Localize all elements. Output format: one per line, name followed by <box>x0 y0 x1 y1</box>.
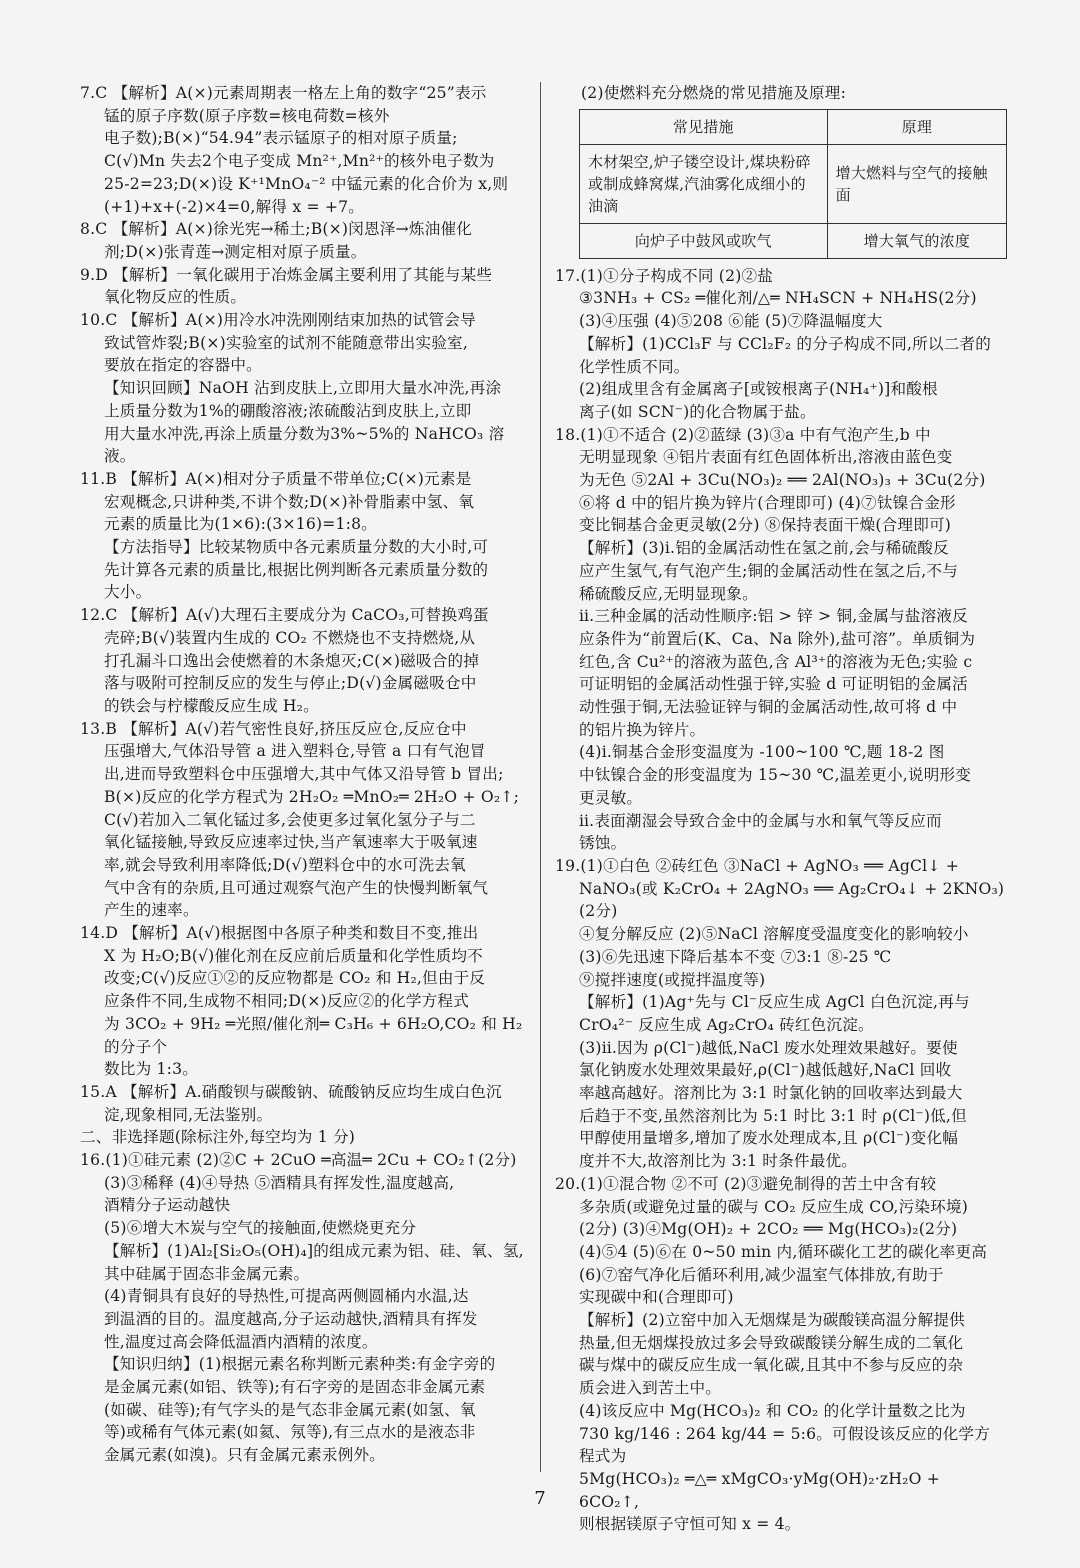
text-line: 宏观概念,只讲种类,不讲个数;D(×)补骨脂素中氢、氧 <box>104 492 475 511</box>
text-line: 要放在指定的容器中。 <box>104 356 262 375</box>
text-line: 甲醇使用量增多,增加了废水处理成本,且 ρ(Cl⁻)变化幅 <box>579 1129 959 1148</box>
text-line: 锰的原子序数(原子序数=核电荷数=核外 <box>104 106 390 125</box>
text-line: 到温酒的目的。温度越高,分子运动越快,酒精具有挥发 <box>104 1309 478 1328</box>
text-line: 730 kg/146 : 264 kg/44 = 5:6。可假设该反应的化学方程式为 <box>579 1424 990 1466</box>
table-cell: 增大氧气的浓度 <box>827 223 1006 258</box>
section-heading: 二、非选择题(除标注外,每空均为 1 分) <box>80 1128 356 1147</box>
text-line: 5Mg(HCO₃)₂ ═△═ xMgCO₃·yMg(OH)₂·zH₂O + 6CO₂↑, <box>579 1469 940 1511</box>
table-header-cell: 原理 <box>827 109 1006 144</box>
text-line: 【解析】(1)Al₂[Si₂O₅(OH)₄]的组成元素为铝、硅、氧、氢, <box>104 1241 524 1260</box>
text-line: 碳与煤中的碳反应生成一氧化碳,且其中不参与反应的杂 <box>579 1356 964 1375</box>
text-line: 16.(1)①硅元素 (2)②C + 2CuO ═高温═ 2Cu + CO₂↑(2分) <box>80 1151 517 1170</box>
text-line: 15.A 【解析】A.硝酸钡与碳酸钠、硫酸钠反应均生成白色沉 <box>80 1082 502 1101</box>
text-line: 可证明铝的金属活动性强于锌,实验 d 可证明铝的金属活 <box>579 675 968 694</box>
text-line: 【知识归纳】(1)根据元素名称判断元素种类:有金字旁的 <box>104 1355 496 1374</box>
right-column <box>555 82 1005 1536</box>
text-line: (3)ⅱ.因为 ρ(Cl⁻)越低,NaCl 废水处理效果越好。要使 <box>579 1038 958 1057</box>
measures-table <box>579 109 1007 259</box>
table-caption: (2)使燃料充分燃烧的常见措施及原理: <box>581 84 847 102</box>
text-line: 无明显现象 ④铝片表面有红色固体析出,溶液由蓝色变 <box>579 448 953 467</box>
text-line: 8.C 【解析】A(×)徐光宪→稀土;B(×)闵恩泽→炼油催化 <box>80 220 473 239</box>
text-line: (+1)+x+(-2)×4=0,解得 x = +7。 <box>104 197 365 216</box>
text-line: CrO₄²⁻ 反应生成 Ag₂CrO₄ 砖红色沉淀。 <box>579 1015 874 1034</box>
text-line: 的铁会与柠檬酸反应生成 H₂。 <box>104 696 319 715</box>
text-line: 率越高越好。溶剂比为 3:1 时氯化钠的回收率达到最大 <box>579 1084 963 1103</box>
text-line: (2)组成里含有金属离子[或铵根离子(NH₄⁺)]和酸根 <box>579 380 938 399</box>
page-number: 7 <box>534 1488 546 1509</box>
text-line: 【解析】(1)Ag⁺先与 Cl⁻反应生成 AgCl 白色沉淀,再与 <box>579 993 970 1012</box>
text-line: 等)或稀有气体元素(如氦、氖等),有三点水的是液态非 <box>104 1423 476 1442</box>
text-line: 的铝片换为锌片。 <box>579 720 706 739</box>
text-line: 变比铜基合金更灵敏(2分) ⑧保持表面干燥(合理即可) <box>579 516 952 535</box>
text-line: 【解析】(3)ⅰ.铝的金属活动性在氢之前,会与稀硫酸反 <box>579 539 949 558</box>
text-line: 11.B 【解析】A(×)相对分子质量不带单位;C(×)元素是 <box>80 469 472 488</box>
text-line: ⑨搅拌速度(或搅拌温度等) <box>579 970 766 989</box>
text-line: 改变;C(√)反应①②的反应物都是 CO₂ 和 H₂,但由于反 <box>104 969 486 988</box>
text-line: 其中硅属于固态非金属元素。 <box>104 1264 310 1283</box>
text-line: 14.D 【解析】A(√)根据图中各原子种类和数目不变,推出 <box>80 924 479 943</box>
text-line: 中钛镍合金的形变温度为 15~30 ℃,温差更小,说明形变 <box>579 766 972 785</box>
text-line: 数比为 1:3。 <box>104 1060 199 1079</box>
text-line: 18.(1)①不适合 (2)②蓝绿 (3)③a 中有气泡产生,b 中 <box>555 425 931 444</box>
table-row <box>580 223 1007 258</box>
text-line: 多杂质(或避免过量的碳与 CO₂ 反应生成 CO,污染环境) <box>579 1197 969 1216</box>
text-line: 氧化物反应的性质。 <box>104 288 247 307</box>
right-column-text <box>555 265 1005 1536</box>
text-line: 25-2=23;D(×)设 K⁺¹MnO₄⁻² 中锰元素的化合价为 x,则 <box>104 174 509 193</box>
text-line: 动性强于铜,无法验证锌与铜的金属活动性,故可将 d 中 <box>579 698 958 717</box>
text-line: C(√)若加入二氧化锰过多,会使更多过氧化氢分子与二 <box>104 810 476 829</box>
text-line: 性,温度过高会降低温酒内酒精的浓度。 <box>104 1332 378 1351</box>
table-cell: 木材架空,炉子镂空设计,煤块粉碎或制成蜂窝煤,汽油雾化成细小的油滴 <box>580 144 828 223</box>
column-divider <box>540 82 541 1472</box>
text-line: (6)⑦窑气净化后循环利用,减少温室气体排放,有助于 <box>579 1265 944 1284</box>
text-line: (5)⑥增大木炭与空气的接触面,使燃烧更充分 <box>104 1219 417 1238</box>
text-line: 上质量分数为1%的硼酸溶液;浓硫酸沾到皮肤上,立即 <box>104 401 472 420</box>
text-line: (4)⑤4 (5)⑥在 0~50 min 内,循环碳化工艺的碳化率更高 <box>579 1242 988 1261</box>
table-cell: 增大燃料与空气的接触面 <box>827 144 1006 223</box>
text-line: ⅱ.表面潮湿会导致合金中的金属与水和氧气等反应而 <box>579 811 942 830</box>
text-line: (3)④压强 (4)⑤208 ⑥能 (5)⑦降温幅度大 <box>579 312 883 331</box>
table-header-cell: 常见措施 <box>580 109 828 144</box>
text-line: (如碳、硅等);有气字头的是气态非金属元素(如氢、氧 <box>104 1400 476 1419</box>
text-line: 应条件为“前置后(K、Ca、Na 除外),盐可溶”。单质铜为 <box>579 629 976 648</box>
text-line: 后趋于不变,虽然溶剂比为 5:1 时比 3:1 时 ρ(Cl⁻)低,但 <box>579 1106 967 1125</box>
text-line: 酒精分子运动越快 <box>104 1196 231 1215</box>
text-line: 用大量水冲洗,再涂上质量分数为3%~5%的 NaHCO₃ 溶液。 <box>104 424 505 466</box>
text-line: (4)青铜具有良好的导热性,可提高两侧圆桶内水温,达 <box>104 1287 469 1306</box>
text-line: 应条件不同,生成物不相同;D(×)反应②的化学方程式 <box>104 992 470 1011</box>
table-cell: 向炉子中鼓风或吹气 <box>580 223 828 258</box>
text-line: (3)③稀释 (4)④导热 ⑤酒精具有挥发性,温度越高, <box>104 1173 455 1192</box>
text-line: (4)该反应中 Mg(HCO₃)₂ 和 CO₂ 的化学计量数之比为 <box>579 1401 966 1420</box>
text-line: 实现碳中和(合理即可) <box>579 1288 734 1307</box>
text-line: ⑥将 d 中的铝片换为锌片(合理即可) (4)⑦钛镍合金形 <box>579 493 956 512</box>
text-line: 是金属元素(如铝、铁等);有石字旁的是固态非金属元素 <box>104 1378 486 1397</box>
text-line: 淀,现象相同,无法鉴别。 <box>104 1105 273 1124</box>
table-header-row <box>580 109 1007 144</box>
text-line: 为 3CO₂ + 9H₂ ═光照/催化剂═ C₃H₆ + 6H₂O,CO₂ 和 H₂ 的分子个 <box>104 1014 523 1056</box>
text-line: 【知识回顾】NaOH 沾到皮肤上,立即用大量水冲洗,再涂 <box>104 379 502 398</box>
text-line: 压强增大,气体沿导管 a 进入塑料仓,导管 a 口有气泡冒 <box>104 742 486 761</box>
text-line: NaNO₃(或 K₂CrO₄ + 2AgNO₃ ══ Ag₂CrO₄↓ + 2KNO₃)(2分) <box>579 879 1005 921</box>
text-line: (3)⑥先迅速下降后基本不变 ⑦3:1 ⑧-25 ℃ <box>579 947 892 966</box>
text-line: 大小。 <box>104 583 152 602</box>
text-line: B(×)反应的化学方程式为 2H₂O₂ ═MnO₂═ 2H₂O + O₂↑; <box>104 787 520 806</box>
text-line: 离子(如 SCN⁻)的化合物属于盐。 <box>579 402 816 421</box>
text-line: 稀硫酸反应,无明显现象。 <box>579 584 758 603</box>
text-line: 氧化锰接触,导致反应速率过快,当产氧速率大于吸氧速 <box>104 833 478 852</box>
text-line: 【解析】(2)立窑中加入无烟煤是为碳酸镁高温分解提供 <box>579 1311 965 1330</box>
text-line: 元素的质量比为(1×6):(3×16)=1:8。 <box>104 515 378 534</box>
text-line: 【解析】(1)CCl₃F 与 CCl₂F₂ 的分子构成不同,所以二者的 <box>579 334 992 353</box>
text-line: 剂;D(×)张青莲→测定相对原子质量。 <box>104 242 367 261</box>
text-line: 锈蚀。 <box>579 834 627 853</box>
text-line: 9.D 【解析】一氧化碳用于冶炼金属主要利用了其能与某些 <box>80 265 493 284</box>
text-line: 13.B 【解析】A(√)若气密性良好,挤压反应仓,反应仓中 <box>80 719 467 738</box>
text-line: 氯化钠废水处理效果最好,ρ(Cl⁻)越低越好,NaCl 回收 <box>579 1061 952 1080</box>
text-line: (2分) (3)④Mg(OH)₂ + 2CO₂ ══ Mg(HCO₃)₂(2分) <box>579 1220 958 1239</box>
text-line: 打孔漏斗口逸出会使燃着的木条熄灭;C(×)磁吸合的掉 <box>104 651 480 670</box>
text-line: 更灵敏。 <box>579 788 643 807</box>
text-line: 产生的速率。 <box>104 901 199 920</box>
text-line: ④复分解反应 (2)⑤NaCl 溶解度受温度变化的影响较小 <box>579 925 969 944</box>
text-line: 壳碎;B(√)装置内生成的 CO₂ 不燃烧也不支持燃烧,从 <box>104 628 476 647</box>
text-line: 10.C 【解析】A(×)用冷水冲洗刚刚结束加热的试管会导 <box>80 311 476 330</box>
text-line: 质会进入到苦土中。 <box>579 1379 722 1398</box>
table-row <box>580 144 1007 223</box>
text-line: 先计算各元素的质量比,根据比例判断各元素质量分数的 <box>104 560 489 579</box>
text-line: 20.(1)①混合物 ②不可 (2)③避免制得的苦土中含有较 <box>555 1174 937 1193</box>
text-line: 7.C 【解析】A(×)元素周期表一格左上角的数字“25”表示 <box>80 84 487 102</box>
text-line: 【方法指导】比较某物质中各元素质量分数的大小时,可 <box>104 538 489 557</box>
text-line: 致试管炸裂;B(×)实验室的试剂不能随意带出实验室, <box>104 333 468 352</box>
text-line: ⅱ.三种金属的活动性顺序:铝 > 锌 > 铜,金属与盐溶液反 <box>579 607 968 626</box>
text-line: 气中含有的杂质,且可通过观察气泡产生的快慢判断氧气 <box>104 878 489 897</box>
text-line: 19.(1)①白色 ②砖红色 ③NaCl + AgNO₃ ══ AgCl↓ + <box>555 856 960 875</box>
text-line: 落与吸附可控制反应的发生与停止;D(√)金属磁吸仓中 <box>104 674 477 693</box>
text-line: 电子数);B(×)“54.94”表示锰原子的相对原子质量; <box>104 129 458 148</box>
text-line: 度并不大,故溶剂比为 3:1 时条件最优。 <box>579 1152 858 1171</box>
text-line: 出,进而导致塑料仓中压强增大,其中气体又沿导管 b 冒出; <box>104 765 504 784</box>
text-line: (4)ⅰ.铜基合金形变温度为 -100~100 ℃,题 18-2 图 <box>579 743 945 762</box>
text-line: C(√)Mn 失去2个电子变成 Mn²⁺,Mn²⁺的核外电子数为 <box>104 152 495 171</box>
text-line: ③3NH₃ + CS₂ ═催化剂/△═ NH₄SCN + NH₄HS(2分) <box>579 289 977 308</box>
text-line: 金属元素(如溴)。只有金属元素汞例外。 <box>104 1446 386 1465</box>
text-line: 红色,含 Cu²⁺的溶液为蓝色,含 Al³⁺的溶液为无色;实验 c <box>579 652 973 671</box>
text-line: 应产生氢气,有气泡产生;铜的金属活动性在氢之后,不与 <box>579 561 959 580</box>
text-line: 化学性质不同。 <box>579 357 690 376</box>
text-line: 则根据镁原子守恒可知 x = 4。 <box>579 1515 801 1534</box>
left-column <box>80 82 530 1467</box>
text-line: 12.C 【解析】A(√)大理石主要成分为 CaCO₃,可替换鸡蛋 <box>80 606 489 625</box>
text-line: X 为 H₂O;B(√)催化剂在反应前后质量和化学性质均不 <box>104 946 483 965</box>
text-line: 热量,但无烟煤投放过多会导致碳酸镁分解生成的二氧化 <box>579 1333 964 1352</box>
text-line: 17.(1)①分子构成不同 (2)②盐 <box>555 266 774 285</box>
text-line: 率,就会导致利用率降低;D(√)塑料仓中的水可洗去氧 <box>104 855 466 874</box>
text-line: 为无色 ⑤2Al + 3Cu(NO₃)₂ ══ 2Al(NO₃)₃ + 3Cu(2分) <box>579 471 986 490</box>
